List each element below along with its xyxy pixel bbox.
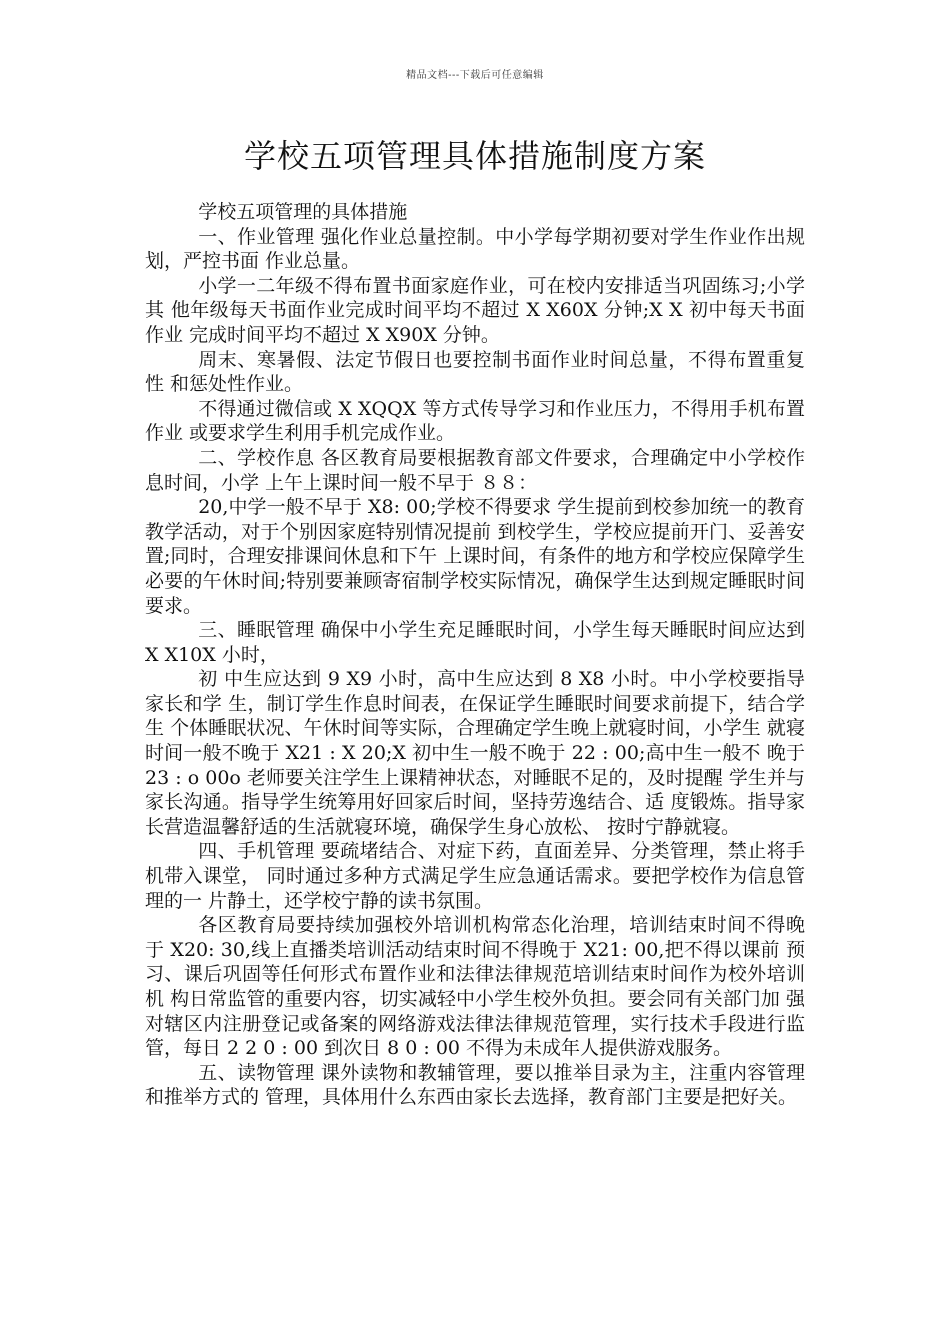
section-heading: 学校五项管理的具体措施 <box>198 201 408 223</box>
paragraph: 五、读物管理 课外读物和教辅管理，要以推举目录为主，注重内容管理和推举方式的 管理，具体用什么东西由家长去选择，教育部门主要是把好关。 <box>145 1061 805 1109</box>
paragraph: 20,中学一般不早于 X8: 00;学校不得要求 学生提前到校参加统一的教育教学活动，对于个别因家庭特别情况提前 到校学生，学校应提前开门、妥善安置;同时，合理安排课间休息和下午 上课时间，有条件的地方和学校应保障学生必要的午休时间;特别要兼顾寄宿制学校实际情况，确保学生达到规定睡眠时间要求。 <box>145 496 805 617</box>
paragraph: 初 中生应达到 9 X9 小时，高中生应达到 8 X8 小时。中小学校要指导家长和学 生，制订学生作息时间表，在保证学生睡眠时间要求前提下，结合学生 个体睡眠状况、午休时间等实际，合理确定学生晚上就寝时间，小学生 就寝时间一般不晚于 X21 : X 20;X 初中生一般不晚于 22 : 00;高中生一般不 晚于 23 : o 00o 老师要关注学生上课精神状态，对睡眠不足的，及时提醒 学生并与家长沟通。指导学生统筹用好回家后时间，坚持劳逸结合、适 度锻炼。指导家长营造温馨舒适的生活就寝环境，确保学生身心放松、 按时宁静就寝。 <box>145 668 805 838</box>
paragraph: 三、睡眠管理 确保中小学生充足睡眠时间，小学生每天睡眠时间应达到 X X10X 小时， <box>145 619 805 666</box>
paragraph: 四、手机管理 要疏堵结合、对症下药，直面差异、分类管理，禁止将手机带入课堂， 同时通过多种方式满足学生应急通话需求。要把学校作为信息管理的一 片静土，还学校宁静的读书氛围。 <box>145 840 805 912</box>
page-header-note: 精品文档---下载后可任意编辑 <box>406 70 544 81</box>
paragraph: 周末、寒暑假、法定节假日也要控制书面作业时间总量，不得布置重复性 和惩处性作业。 <box>145 348 805 396</box>
document-body <box>145 200 805 1110</box>
paragraph: 不得通过微信或 X XQQX 等方式传导学习和作业压力，不得用手机布置作业 或要求学生利用手机完成作业。 <box>145 397 805 445</box>
paragraph: 二、学校作息 各区教育局要根据教育部文件要求，合理确定中小学校作息时间，小学 上午上课时间一般不早于 ８８： <box>145 446 805 494</box>
document-title: 学校五项管理具体措施制度方案 <box>243 137 706 175</box>
paragraph: 各区教育局要持续加强校外培训机构常态化治理，培训结束时间不得晚于 X20: 30,线上直播类培训活动结束时间不得晚于 X21: 00,把不得以课前 预习、课后巩固等任何形式布置作业和法律法律规范培训结束时间作为校外培训机 构日常监管的重要内容，切实减轻中小学生校外负担。要会同有关部门加 强对辖区内注册登记或备案的网络游戏法律法律规范管理，实行技术手段进行监 管，每日 2 2 0 : 00 到次日 8 0 : 00 不得为未成年人提供游戏服务。 <box>145 914 805 1060</box>
paragraph: 一、作业管理 强化作业总量控制。中小学每学期初要对学生作业作出规划，严控书面 作业总量。 <box>145 225 805 273</box>
paragraph: 小学一二年级不得布置书面家庭作业，可在校内安排适当巩固练习;小学其 他年级每天书面作业完成时间平均不超过 X X60X 分钟;X X 初中每天书面作业 完成时间平均不超过 X X90X 分钟。 <box>145 274 805 346</box>
